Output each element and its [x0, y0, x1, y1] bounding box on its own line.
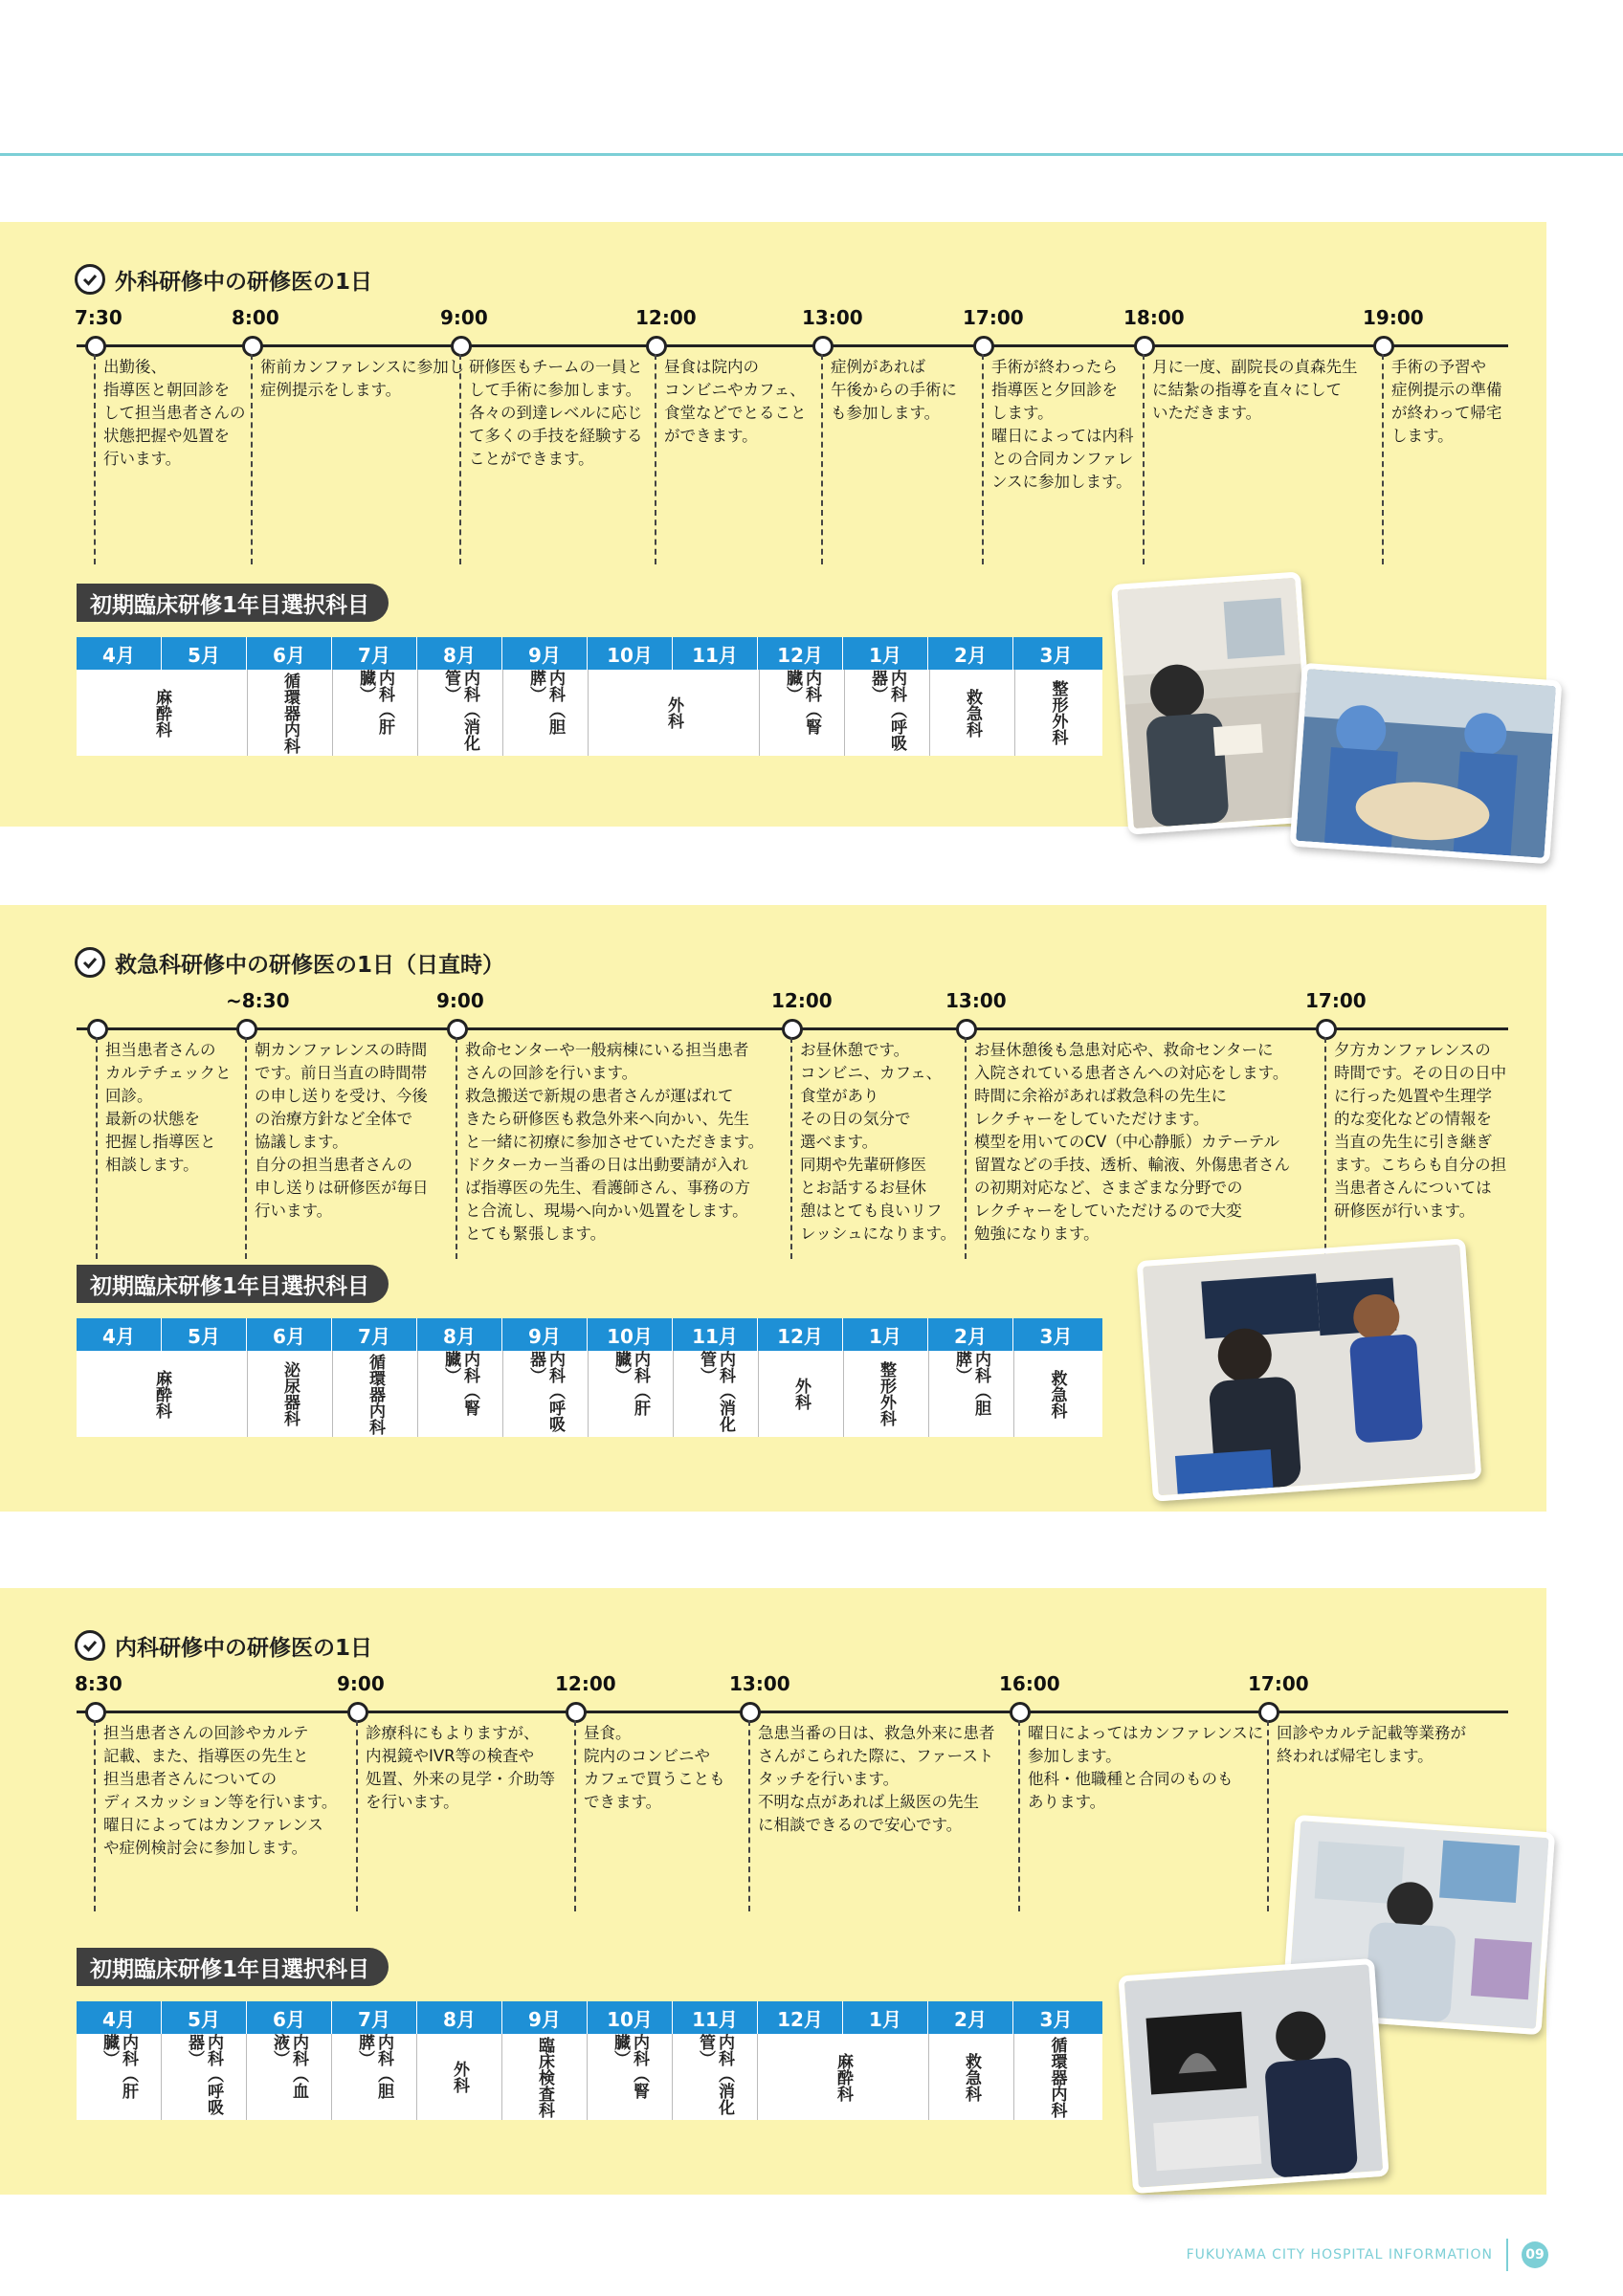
timeline-time: 8:30	[75, 1672, 122, 1695]
timeline-dot	[646, 336, 667, 357]
timeline-dash	[356, 1720, 358, 1911]
subject-label: 初期臨床研修1年目選択科目	[77, 1265, 389, 1303]
month-cell: 1月	[843, 2001, 928, 2034]
section-title	[75, 1626, 372, 1665]
timeline-dash	[96, 1037, 98, 1259]
timeline-dash	[1267, 1720, 1269, 1911]
footer-divider	[1506, 2239, 1508, 2271]
subject-cell	[673, 2034, 758, 2120]
subject-name: 内科（血液）	[270, 2034, 308, 2099]
timeline-dash	[251, 354, 253, 564]
subject-name: 外科	[664, 696, 683, 729]
timeline-dash	[574, 1720, 576, 1911]
footer	[1187, 2239, 1548, 2271]
subject-name: 循環器内科	[1047, 2036, 1067, 2118]
timeline-dot	[347, 1702, 368, 1723]
subject-name: 外科	[450, 2061, 469, 2093]
timeline-text: 曜日によってはカンファレンスに 参加します。 他科・他職種と合同のものも あります。	[1028, 1724, 1264, 1811]
timeline-dash	[94, 354, 96, 564]
timeline-text: 回診やカルテ記載等業務が 終われば帰宅します。	[1277, 1724, 1466, 1765]
timeline-text: 夕方カンファレンスの 時間です。その日の日中 に行った処置や生理学 的な変化などの情報を 当直の先生に引き継ぎ ます。こちらも自分の担 当患者さんについては 研修医が行います。	[1334, 1041, 1507, 1220]
subject-cell	[333, 1351, 418, 1437]
subject-cell	[247, 2034, 332, 2120]
month-cell: 3月	[1039, 2007, 1073, 2031]
subject-name: 救急科	[1047, 1369, 1067, 1419]
subject-name: 内科（肝臓）	[611, 1351, 650, 1416]
timeline-dash	[456, 1037, 457, 1259]
subject-name: 救急科	[963, 688, 982, 738]
month-header-row	[77, 2001, 1102, 2034]
subject-cell	[248, 1351, 333, 1437]
timeline-text: お昼休憩後も急患対応や、救命センターに 入院されている患者さんへの対応をします。 時間に余裕があれば救急科の先生に レクチャーをしていただけます。 模型を用いてのCV（中心静脈）カテーテル 留置などの手技、透析、輸液、外傷患者さん の初期対応など、さまざまな分野での レクチャーをしていただけるので大変 勉強になります。	[974, 1041, 1290, 1243]
timeline-time: 16:00	[999, 1672, 1060, 1695]
timeline-text: 症例があれば 午後からの手術に も参加します。	[831, 358, 957, 422]
section-title-text: 外科研修中の研修医の1日	[115, 269, 373, 295]
subject-name: 内科（腎臓）	[783, 670, 821, 735]
timeline-dot	[566, 1702, 587, 1723]
subject-cell	[77, 1351, 248, 1437]
footer-text: FUKUYAMA CITY HOSPITAL INFORMATION	[1186, 2247, 1493, 2263]
subject-name: 整形外科	[1048, 680, 1068, 745]
subject-name: 救急科	[962, 2052, 981, 2102]
subject-name: 内科（腎臓）	[611, 2034, 649, 2099]
subject-name: 外科	[791, 1378, 811, 1410]
subject-cell	[845, 670, 930, 756]
timeline-time: 8:00	[232, 306, 279, 329]
timeline-dot	[812, 336, 834, 357]
timeline-time: 19:00	[1363, 306, 1424, 329]
subject-cell	[588, 2034, 673, 2120]
timeline-dash	[1143, 354, 1145, 564]
subject-name: 麻酔科	[152, 688, 171, 738]
timeline-text: 担当患者さんの カルテチェックと 回診。 最新の状態を 把握し指導医と 相談します。	[105, 1041, 232, 1174]
subject-cell	[162, 2034, 247, 2120]
timeline-dash	[245, 1037, 247, 1259]
timeline-time: 17:00	[963, 306, 1024, 329]
month-cell: 8月	[417, 2001, 502, 2034]
timeline-text: 研修医もチームの一員と して手術に参加します。 各々の到達レベルに応じ て多くの手技を経験する ことができます。	[469, 358, 643, 468]
subject-cell	[333, 670, 418, 756]
subject-cell	[930, 670, 1015, 756]
subject-cell	[589, 670, 760, 756]
subject-cell	[418, 670, 503, 756]
timeline-time: 13:00	[802, 306, 863, 329]
month-cell: 6月	[247, 637, 332, 670]
timeline-text: 朝カンファレンスの時間 です。前日当直の時間帯 の申し送りを受け、今後 の治療方針など全体で 協議します。 自分の担当患者さんの 申し送りは研修医が毎日 行います。	[255, 1041, 429, 1220]
month-cell: 4月	[77, 637, 162, 670]
timeline-text: 術前カンファレンスに参加し 症例提示をします。	[260, 358, 465, 399]
month-cell: 6月	[247, 1318, 332, 1351]
timeline-time: 9:00	[337, 1672, 385, 1695]
timeline-text: 昼食。 院内のコンビニや カフェで買うことも できます。	[584, 1724, 725, 1811]
month-header-row	[77, 637, 1102, 670]
month-cell: 2月	[928, 1318, 1013, 1351]
month-table	[77, 637, 1102, 756]
timeline-line	[77, 1711, 1508, 1713]
timeline-time: 13:00	[729, 1672, 790, 1695]
timeline-dot	[1010, 1702, 1031, 1723]
timeline-time: 17:00	[1248, 1672, 1309, 1695]
timeline-time: 12:00	[555, 1672, 616, 1695]
section-title	[75, 943, 504, 982]
subject-name: 内科（胆膵）	[355, 2034, 393, 2099]
month-cell: 6月	[247, 2001, 332, 2034]
subject-name: 循環器内科	[366, 1353, 385, 1435]
timeline-time: 18:00	[1123, 306, 1185, 329]
month-cell: 12月	[758, 2001, 843, 2034]
subject-row	[77, 1351, 1102, 1437]
subject-cell	[589, 1351, 674, 1437]
subject-row	[77, 2034, 1102, 2120]
timeline-text: 出勤後、 指導医と朝回診を して担当患者さんの 状態把握や処置を 行います。	[103, 358, 246, 468]
subject-cell	[929, 2034, 1014, 2120]
subject-cell	[417, 2034, 502, 2120]
timeline-text: 救命センターや一般病棟にいる担当患者 さんの回診を行います。 救急搬送で新規の患者さんが運ばれて きたら研修医も救急外来へ向かい、先生 と一緒に初療に参加させていただきます。 ドクターカー当番の日は出動要請が入れ ば指導医の先生、看護師さん、事務の方 と合流し、現場へ向かい処置をします。 とても緊張します。	[465, 1041, 765, 1243]
timeline-time: 9:00	[436, 989, 484, 1012]
month-cell: 9月	[502, 2001, 588, 2034]
section-title-text: 救急科研修中の研修医の1日（日直時）	[115, 952, 505, 978]
subject-cell	[1014, 2034, 1100, 2120]
section-internal-medicine	[0, 1588, 1546, 2195]
timeline-dot	[242, 336, 263, 357]
timeline-dash	[821, 354, 823, 564]
timeline-dot	[451, 336, 472, 357]
subject-cell	[844, 1351, 929, 1437]
month-table	[77, 1318, 1102, 1437]
subject-label: 初期臨床研修1年目選択科目	[77, 584, 389, 622]
subject-cell	[248, 670, 333, 756]
subject-name: 内科（胆膵）	[952, 1351, 990, 1416]
month-cell: 7月	[332, 2001, 417, 2034]
subject-cell	[1015, 670, 1101, 756]
timeline-dot	[236, 1019, 257, 1040]
subject-name: 循環器内科	[280, 672, 300, 754]
month-cell: 4月	[77, 2001, 162, 2034]
timeline-text: 急患当番の日は、救急外来に患者 さんがこられた際に、ファースト タッチを行います。 不明な点があれば上級医の先生 に相談できるので安心です。	[758, 1724, 995, 1834]
timeline	[77, 989, 1508, 1269]
subject-name: 内科（肝臓）	[356, 670, 394, 735]
month-cell: 12月	[758, 637, 843, 670]
timeline-dot	[1373, 336, 1394, 357]
subject-cell	[760, 670, 845, 756]
check-circle-icon	[75, 947, 105, 978]
month-cell: 3月	[1039, 1324, 1073, 1348]
timeline-text: 昼食は院内の コンビニやカフェ、 食堂などでとること ができます。	[664, 358, 807, 445]
month-cell: 11月	[673, 2001, 758, 2034]
subject-name: 臨床検査科	[535, 2036, 554, 2118]
subject-cell	[418, 1351, 503, 1437]
month-cell: 9月	[502, 1318, 588, 1351]
subject-cell	[503, 670, 589, 756]
timeline-time: 13:00	[945, 989, 1007, 1012]
month-cell: 10月	[588, 2001, 673, 2034]
timeline-dash	[982, 354, 984, 564]
subject-label: 初期臨床研修1年目選択科目	[77, 1948, 389, 1986]
timeline-dash	[1382, 354, 1384, 564]
subject-cell	[759, 1351, 844, 1437]
month-cell: 7月	[332, 637, 417, 670]
timeline-dash	[94, 1720, 96, 1911]
subject-name: 内科（腎臓）	[441, 1351, 479, 1416]
check-circle-icon	[75, 264, 105, 295]
subject-name: 内科（呼吸器）	[526, 1351, 565, 1432]
month-cell: 4月	[77, 1318, 162, 1351]
section-title-text: 内科研修中の研修医の1日	[115, 1635, 373, 1661]
subject-cell	[502, 2034, 588, 2120]
timeline-dash	[748, 1720, 750, 1911]
timeline-dash	[1018, 1720, 1020, 1911]
check-circle-icon	[75, 1630, 105, 1661]
timeline-dash	[965, 1037, 967, 1259]
subject-name: 整形外科	[877, 1361, 896, 1426]
timeline-dot	[740, 1702, 761, 1723]
subject-cell	[758, 2034, 929, 2120]
subject-name: 内科（胆膵）	[526, 670, 565, 735]
timeline-time: 12:00	[635, 306, 697, 329]
subject-cell	[674, 1351, 759, 1437]
page-number: 09	[1522, 2241, 1548, 2268]
timeline-time: 9:00	[440, 306, 488, 329]
month-cell: 12月	[758, 1318, 843, 1351]
subject-cell	[77, 670, 248, 756]
timeline-dot	[973, 336, 994, 357]
subject-name: 内科（消化管）	[696, 2034, 734, 2115]
timeline-dash	[655, 354, 656, 564]
timeline-dot	[782, 1019, 803, 1040]
month-cell: 10月	[588, 1318, 673, 1351]
month-header-row	[77, 1318, 1102, 1351]
subject-name: 内科（呼吸器）	[868, 670, 906, 751]
timeline-dot	[87, 1019, 108, 1040]
month-cell: 8月	[417, 1318, 502, 1351]
month-cell: 5月	[162, 1318, 247, 1351]
month-cell: 11月	[673, 637, 758, 670]
timeline-dot	[85, 336, 106, 357]
subject-name: 麻酔科	[834, 2052, 853, 2102]
subject-cell	[1014, 1351, 1100, 1437]
month-cell: 10月	[588, 637, 673, 670]
month-cell: 5月	[162, 2001, 247, 2034]
timeline	[75, 306, 1508, 585]
subject-name: 内科（消化管）	[441, 670, 479, 751]
subject-cell	[332, 2034, 417, 2120]
subject-cell	[77, 2034, 162, 2120]
subject-name: 麻酔科	[152, 1369, 171, 1419]
timeline-text: 手術の予習や 症例提示の準備 が終わって帰宅 します。	[1391, 358, 1502, 445]
subject-name: 内科（呼吸器）	[185, 2034, 223, 2115]
month-cell: 8月	[417, 637, 502, 670]
month-cell: 11月	[673, 1318, 758, 1351]
timeline-dash	[790, 1037, 792, 1259]
section-title	[75, 260, 372, 298]
timeline-text: 月に一度、副院長の貞森先生 に結紮の指導を直々にして いただきます。	[1152, 358, 1358, 422]
subject-cell	[503, 1351, 589, 1437]
month-cell: 9月	[502, 637, 588, 670]
subject-cell	[929, 1351, 1014, 1437]
subject-name: 内科（肝臓）	[100, 2034, 138, 2099]
section-emergency	[0, 905, 1546, 1512]
timeline-dot	[1134, 336, 1155, 357]
month-cell: 1月	[843, 1318, 928, 1351]
month-cell: 2月	[928, 637, 1013, 670]
timeline-text: 担当患者さんの回診やカルテ 記載、また、指導医の先生と 担当患者さんについての ディスカッション等を行います。 曜日によってはカンファレンス や症例検討会に参加します。	[103, 1724, 338, 1857]
timeline-text: 診療科にもよりますが、 内視鏡やIVR等の検査や 処置、外来の見学・介助等 を行います。	[366, 1724, 555, 1811]
timeline-dot	[85, 1702, 106, 1723]
photo-ultrasound	[1118, 1958, 1389, 2194]
timeline-time: 17:00	[1305, 989, 1367, 1012]
section-surgery	[0, 222, 1546, 827]
month-cell: 1月	[843, 637, 928, 670]
timeline-time: ~8:30	[226, 989, 290, 1012]
timeline-time: 12:00	[771, 989, 833, 1012]
subject-name: 内科（消化管）	[697, 1351, 735, 1432]
month-cell: 3月	[1039, 643, 1073, 667]
timeline-dot	[1316, 1019, 1337, 1040]
timeline-text: お昼休憩です。 コンビニ、カフェ、 食堂があり その日の気分で 選べます。 同期や先輩研修医 とお話するお昼休 憩はとても良いリフ レッシュになります。	[800, 1041, 957, 1243]
timeline-dash	[459, 354, 461, 564]
photo-surgery-room	[1290, 663, 1563, 865]
timeline-dot	[447, 1019, 468, 1040]
timeline-dash	[1324, 1037, 1326, 1259]
month-cell: 2月	[928, 2001, 1013, 2034]
timeline-text: 手術が終わったら 指導医と夕回診を します。 曜日によっては内科 との合同カンファレ ンスに参加します。	[991, 358, 1134, 491]
timeline-dot	[956, 1019, 977, 1040]
month-table	[77, 2001, 1102, 2120]
month-cell: 7月	[332, 1318, 417, 1351]
month-cell: 5月	[162, 637, 247, 670]
timeline-line	[77, 344, 1508, 347]
top-rule	[0, 153, 1623, 156]
timeline-dot	[1258, 1702, 1279, 1723]
subject-row	[77, 670, 1102, 756]
photo-blood-draw	[1137, 1238, 1482, 1501]
timeline-time: 7:30	[75, 306, 122, 329]
subject-name: 泌尿器科	[280, 1361, 300, 1426]
photo-resident-at-desk	[1111, 571, 1318, 834]
